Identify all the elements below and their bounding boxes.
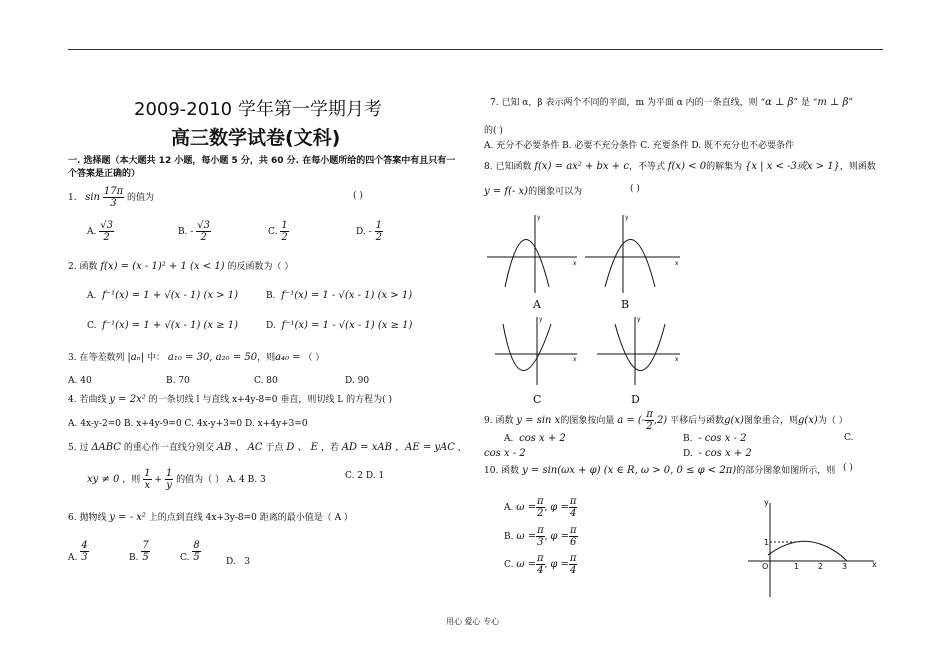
question-8: 8. 已知函数 f(x) = ax² + bx + c，不等式 f(x) < 0的解集为 {x | x < -3或x > 1}，则函数 [484,161,876,172]
q10-option-b[interactable]: B. ω = $\frac{\pi}{3}$ , φ = $\frac{\pi}{6}$ [504,525,577,548]
q3-option-d[interactable]: D. 90 [345,376,370,386]
q8-graph-d-x-label: x [675,356,679,363]
q8-graph-b-caption: B [621,298,630,311]
q9-option-d[interactable]: D. - cos x + 2 [683,448,752,459]
q8-graph-b-y-label: y [625,214,629,221]
q10-graph-tick-1: 1 [794,562,800,571]
q8-graph-a-curve [505,240,549,288]
header-rule [68,49,883,50]
q9-option-c-label[interactable]: C. [844,433,854,443]
q10-bracket: ( ) [843,463,853,473]
q2-option-b[interactable]: B. f⁻¹(x) = 1 - √(x - 1) (x > 1) [266,290,413,301]
question-2: 2. 函数 f(x) = (x - 1)² + 1 (x < 1) 的反函数为（ ） [68,261,294,272]
question-5: 5. 过 ΔABC 的重心作一直线分别交 AB 、 AC 于点 D 、 E ，若 AD = xAB ，AE = yAC ， [68,442,467,453]
q8-graph-c-y-label: y [539,316,543,323]
q10-graph-tick-2: 2 [818,562,824,571]
q8-graph-d-curve [615,324,665,371]
q3-option-c[interactable]: C. 80 [254,376,278,386]
q6-option-b[interactable]: B. $\frac{7}{5}$ [129,540,149,563]
q10-graph-y-tick: 1 [764,538,770,547]
question-8-cont: y = f(- x)的图象可以为 [484,186,583,197]
q8-graphs [485,207,685,407]
q8-graph-d-caption: D [631,393,640,406]
section-heading: 一. 选择题（本大题共 12 小题，每小题 5 分，共 60 分. 在每小题所给的四个答案中有且只有一 [68,156,456,166]
q10-graph-tick-3: 3 [842,562,848,571]
q8-graph-a-x-label: x [573,260,577,267]
q8-graph-b-curve [605,240,655,288]
question-9: 9. 函数 y = sin x的图象按向量 a = (- $\frac{\pi}{2}$ ,2) 平移后与函数g(x)图象重合，则g(x)为（ ） [484,409,848,432]
question-1: 1. sin $\frac{17\pi}{3}$ 的值为 [68,186,155,209]
q8-bracket: ( ) [630,184,640,194]
q7-line2: 的( ) [484,126,503,136]
q10-graph-x-label: x [872,560,877,569]
question-4: 4. 若曲线 y = 2x² 的一条切线 l 与直线 x+4y-8=0 垂直，则切线 L 的方程为( ) [68,394,392,405]
question-10: 10. 函数 y = sin(ωx + φ) (x ∈ R, ω > 0, 0 ≤ φ < 2π)的部分图象如图所示，则 [484,465,836,476]
q2-option-d[interactable]: D. f⁻¹(x) = 1 - √(x - 1) (x ≥ 1) [266,320,413,331]
question-3: 3. 在等差数列 |aₙ| 中： a₁₀ = 30, a₂₀ = 50，则a₄₀ = （ ） [68,352,325,363]
q2-option-c[interactable]: C. f⁻¹(x) = 1 + √(x - 1) (x ≥ 1) [87,320,239,331]
question-5-cont: xy ≠ 0 ，则 $\frac{1}{x}$ + $\frac{1}{y}$ 的值为（ ） A. 4 B. 3 [87,468,266,491]
question-6: 6. 抛物线 y = - x² 上的点到直线 4x+3y-8=0 距离的最小值是（ A ） [68,512,353,523]
exam-title: 2009-2010 学年第一学期月考 [134,99,382,120]
question-7: 7. 已知 α，β 表示两个不同的平面，m 为平面 α 内的一条直线，则 “α ⊥ β” 是 “m ⊥ β” [490,97,853,108]
q8-graph-c-x-label: x [573,356,577,363]
q1-option-a[interactable]: A. $\frac{√3}{2}$ [87,220,113,243]
q1-option-c[interactable]: C. $\frac{1}{2}$ [268,220,288,243]
q10-graph [740,495,885,605]
q8-graph-a-caption: A [533,298,541,311]
q6-option-d[interactable]: D. 3 [226,557,251,567]
q4-options[interactable]: A. 4x-y-2=0 B. x+4y-9=0 C. 4x-y+3=0 D. x+4y+3=0 [68,419,308,429]
q6-option-a[interactable]: A. $\frac{4}{3}$ [68,540,88,563]
q8-graph-c-caption: C [533,393,542,406]
q10-graph-y-label: y [764,498,769,507]
section-heading-cont: 个答案是正确的） [68,169,141,179]
q5-options-tail[interactable]: C. 2 D. 1 [345,471,385,481]
q6-option-c[interactable]: C. $\frac{8}{5}$ [180,540,200,563]
q3-option-a[interactable]: A. 40 [68,376,92,386]
q10-option-c[interactable]: C. ω = $\frac{\pi}{4}$ , φ = $\frac{\pi}{4}$ [504,553,577,576]
q1-option-d[interactable]: D. - $\frac{1}{2}$ [356,220,382,243]
exam-subtitle: 高三数学试卷(文科) [171,127,341,149]
q9-option-c[interactable]: cos x - 2 [484,448,526,459]
q8-graph-b-x-label: x [675,260,679,267]
q9-option-b[interactable]: B. - cos x - 2 [683,433,747,444]
q8-graph-c-curve [503,324,551,371]
q10-graph-origin: O [762,562,769,571]
q8-graph-a-y-label: y [537,214,541,221]
q1-option-b[interactable]: B. - $\frac{√3}{2}$ [178,220,211,243]
q1-bracket: ( ) [353,191,363,201]
q10-graph-curve [768,541,847,561]
footer-text: 用心 爱心 专心 [446,617,500,626]
q7-options[interactable]: A. 充分不必要条件 B. 必要不充分条件 C. 充要条件 D. 既不充分也不必要条件 [484,141,795,151]
q3-option-b[interactable]: B. 70 [166,376,190,386]
q10-option-a[interactable]: A. ω = $\frac{\pi}{2}$ , φ = $\frac{\pi}{4}$ [504,496,577,519]
q9-option-a[interactable]: A. cos x + 2 [504,433,566,444]
q2-option-a[interactable]: A. f⁻¹(x) = 1 + √(x - 1) (x > 1) [87,290,239,301]
q8-graph-d-y-label: y [637,316,641,323]
